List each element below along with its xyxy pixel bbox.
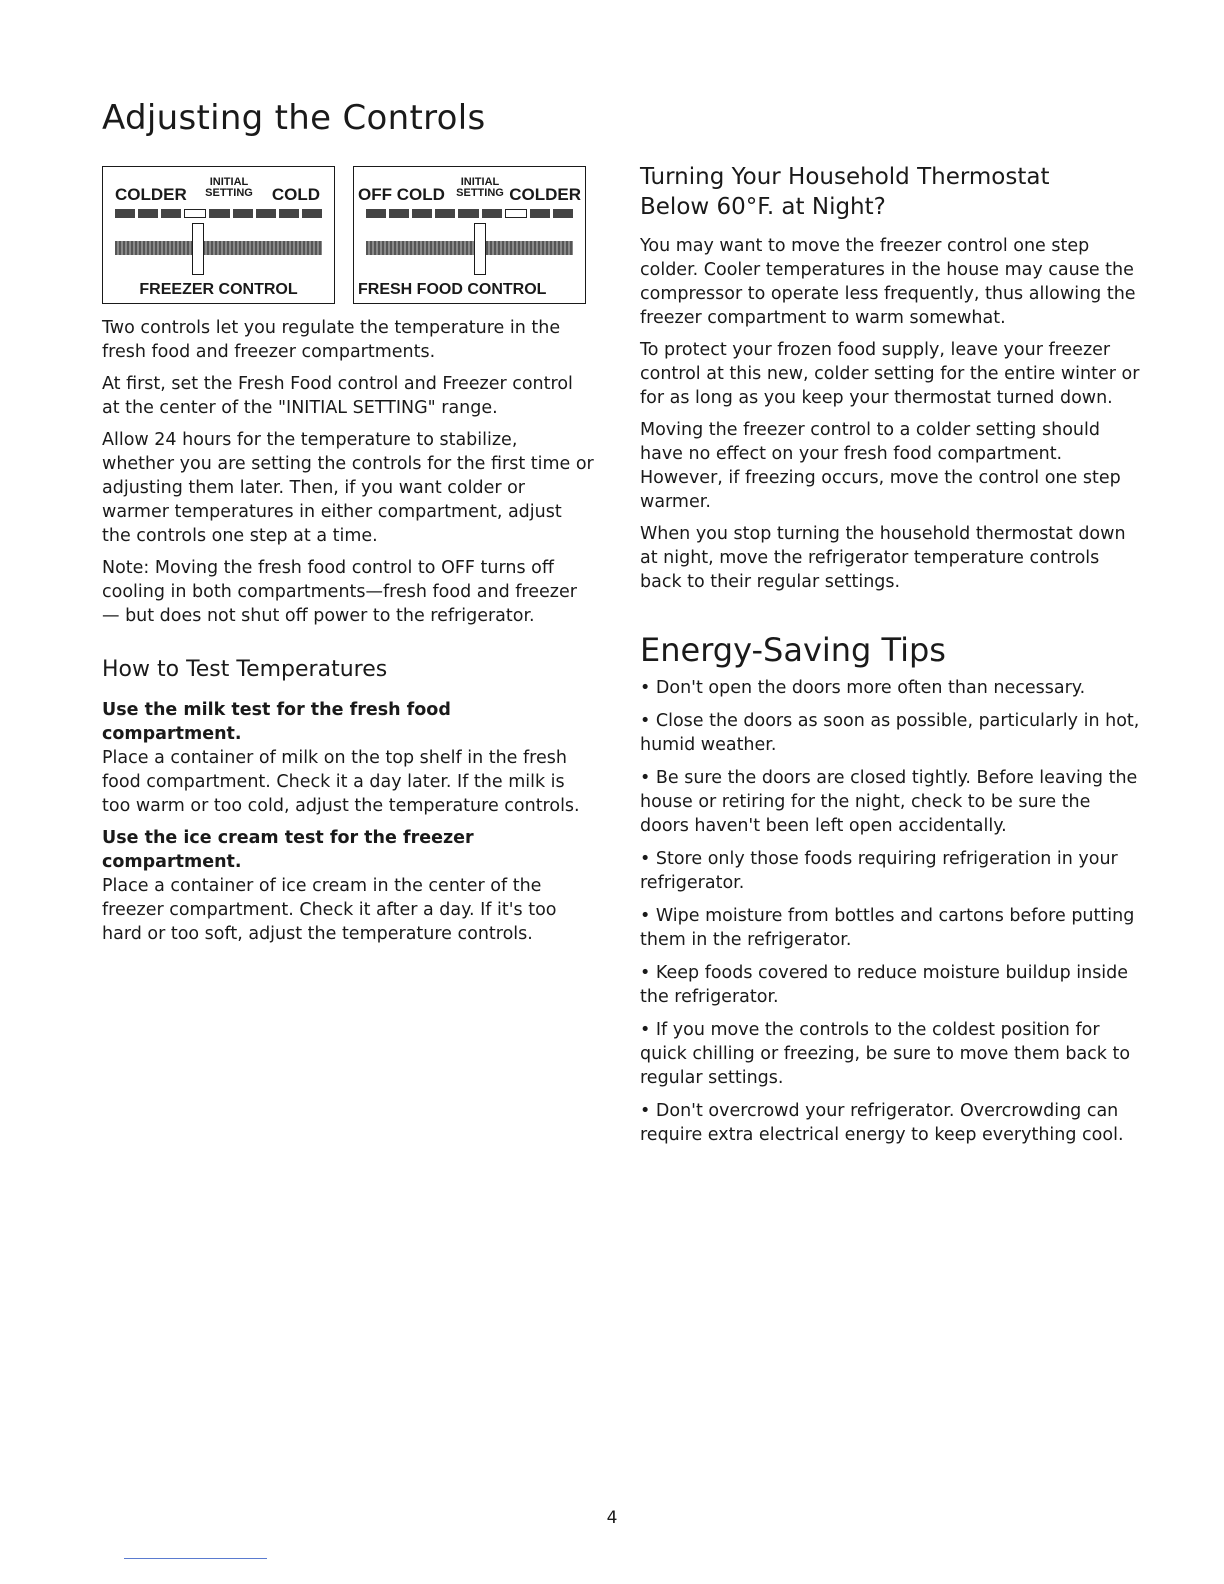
fresh-food-control-label: FRESH FOOD CONTROL bbox=[358, 281, 547, 298]
fresh-food-setting-ticks bbox=[366, 209, 573, 218]
list-item: • Don't overcrowd your refrigerator. Overcrowding can require extra electrical energy to keep everything cool. bbox=[640, 1101, 1124, 1145]
thermostat-paragraph: Moving the freezer control to a colder setting should have no effect on your fresh food compartment. However, if freezing occurs, move the control one step warmer. bbox=[640, 420, 1121, 512]
thermostat-paragraph: You may want to move the freezer control one step colder. Cooler temperatures in the house may cause the compressor to operate less frequently, thus allowing the freezer compartment to warm somewhat. bbox=[640, 236, 1136, 328]
freezer-cold-label: COLD bbox=[271, 185, 320, 204]
energy-saving-heading: Energy-Saving Tips bbox=[640, 631, 946, 669]
freezer-control-diagram bbox=[102, 166, 335, 304]
list-item: • Be sure the doors are closed tightly. Before leaving the house or retiring for the night, check to be sure the doors haven't been left open accidentally. bbox=[640, 768, 1138, 836]
thermostat-paragraph: When you stop turning the household thermostat down at night, move the refrigerator temperature controls back to their regular settings. bbox=[640, 524, 1126, 592]
list-item: • Don't open the doors more often than necessary. bbox=[640, 678, 1086, 698]
list-item: • Close the doors as soon as possible, particularly in hot, humid weather. bbox=[640, 711, 1140, 755]
initial-setting-paragraph: At first, set the Fresh Food control and Freezer control at the center of the "INITIAL SETTING" range. bbox=[102, 374, 573, 418]
footer-divider bbox=[124, 1558, 267, 1559]
ice-cream-test-paragraph: Place a container of ice cream in the center of the freezer compartment. Check it after a day. If it's too hard or too soft, adjust the temperature controls. bbox=[102, 876, 557, 944]
thermostat-paragraph: To protect your frozen food supply, leave your freezer control at this new, colder setting for the entire winter or for as long as you keep your thermostat turned down. bbox=[640, 340, 1140, 408]
page-title: Adjusting the Controls bbox=[102, 98, 486, 138]
freezer-initial-setting-label: INITIAL SETTING bbox=[205, 176, 253, 199]
ice-cream-test-heading: Use the ice cream test for the freezer compartment. bbox=[102, 828, 474, 872]
list-item: • Wipe moisture from bottles and cartons before putting them in the refrigerator. bbox=[640, 906, 1135, 950]
milk-test-paragraph: Place a container of milk on the top shelf in the fresh food compartment. Check it a day later. If the milk is too warm or too cold, adjust the temperature controls. bbox=[102, 748, 580, 816]
list-item: • Keep foods covered to reduce moisture buildup inside the refrigerator. bbox=[640, 963, 1129, 1007]
fresh-food-initial-setting-label: INITIAL SETTING bbox=[456, 176, 504, 199]
left-column bbox=[102, 166, 594, 954]
intro-paragraph: Two controls let you regulate the temperature in the fresh food and freezer compartments. bbox=[102, 318, 561, 362]
milk-test-heading: Use the milk test for the fresh food compartment. bbox=[102, 700, 451, 744]
fresh-food-control-diagram bbox=[353, 166, 586, 304]
freezer-colder-label: COLDER bbox=[115, 185, 187, 204]
list-item: • If you move the controls to the coldest position for quick chilling or freezing, be sure to move them back to regular settings. bbox=[640, 1020, 1131, 1088]
fresh-food-off-cold-label: OFF COLD bbox=[358, 185, 445, 204]
freezer-control-label: FREEZER CONTROL bbox=[139, 281, 298, 298]
stabilize-paragraph: Allow 24 hours for the temperature to stabilize, whether you are setting the controls for the first time or adjusting them later. Then, if you want colder or warmer temperatures in either compartment, adjust the controls one step at a time. bbox=[102, 430, 594, 546]
list-item: • Store only those foods requiring refrigeration in your refrigerator. bbox=[640, 849, 1118, 893]
fresh-food-slider-track bbox=[366, 241, 573, 255]
fresh-food-slider-knob[interactable] bbox=[474, 223, 486, 275]
freezer-slider-track bbox=[115, 241, 322, 255]
page-number: 4 bbox=[606, 1508, 618, 1528]
freezer-slider-knob[interactable] bbox=[192, 223, 204, 275]
note-paragraph: Note: Moving the fresh food control to OFF turns off cooling in both compartments—fresh food and freezer— but does not shut off power to the refrigerator. bbox=[102, 558, 577, 626]
energy-tips-list bbox=[640, 676, 1140, 1147]
freezer-setting-ticks bbox=[115, 209, 322, 218]
test-temperatures-heading: How to Test Temperatures bbox=[102, 657, 388, 682]
control-diagrams bbox=[102, 166, 594, 304]
right-column bbox=[640, 162, 1140, 1156]
fresh-food-colder-label: COLDER bbox=[509, 185, 581, 204]
thermostat-heading: Turning Your Household Thermostat Below 60°F. at Night? bbox=[640, 164, 1050, 220]
